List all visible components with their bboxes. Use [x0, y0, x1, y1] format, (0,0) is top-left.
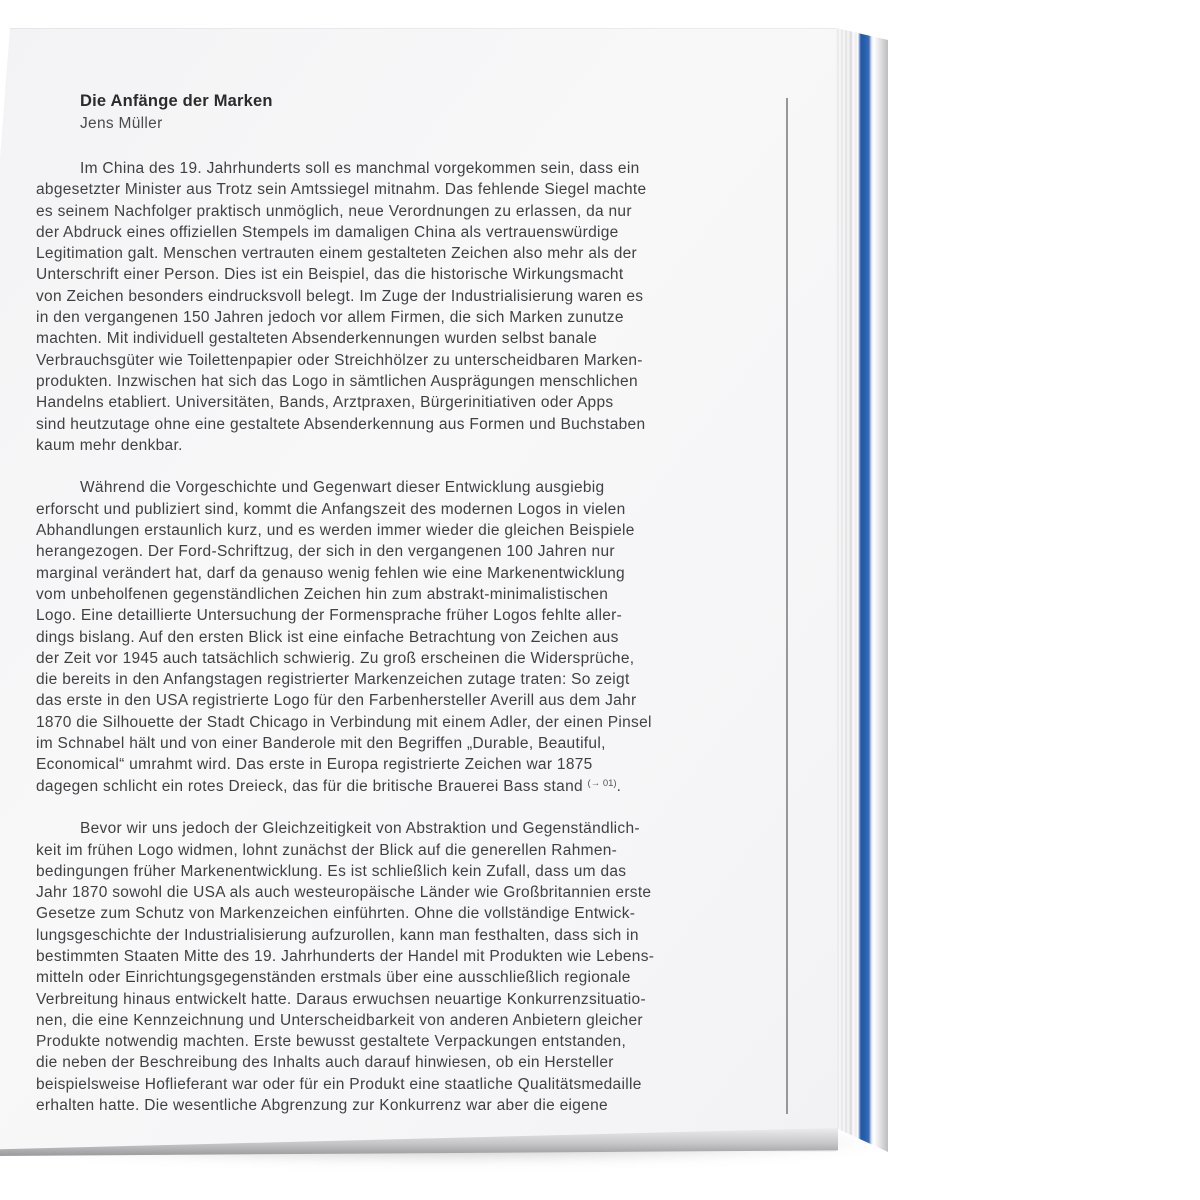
- chapter-title: Die Anfänge der Marken: [80, 92, 273, 110]
- vertical-rule: [786, 98, 788, 1114]
- text-line: produkten. Inzwischen hat sich das Logo in sämtlichen Ausprägungen menschlichen: [36, 372, 638, 390]
- text-line: Gesetze zum Schutz von Markenzeichen einführten. Ohne die vollständige Entwick-: [36, 905, 636, 923]
- text-line: bedingungen früher Markenentwicklung. Es ist schließlich kein Zufall, dass um das: [36, 862, 627, 880]
- text-line: mitteln oder Einrichtungsgegenständen erstmals über eine ausschließlich regionale: [36, 969, 631, 987]
- text-line: Unterschrift einer Person. Dies ist ein Beispiel, das die historische Wirkungsmacht: [36, 266, 624, 284]
- text-line: Abhandlungen erstaunlich kurz, und es werden immer wieder die gleichen Beispiele: [36, 522, 635, 540]
- fore-edge-and-cover-stripe: [836, 28, 888, 1154]
- book: [0, 28, 892, 1178]
- paragraph: [36, 477, 712, 796]
- text-line: Während die Vorgeschichte und Gegenwart dieser Entwicklung ausgiebig: [80, 479, 605, 497]
- text-line: dagegen schlicht ein rotes Dreieck, das für die britische Brauerei Bass stand $^{(\to 01)}$.: [36, 777, 622, 795]
- text-line: Jahr 1870 sowohl die USA als auch westeuropäische Länder wie Großbritannien erste: [36, 884, 652, 902]
- text-line: sind heutzutage ohne eine gestaltete Absenderkennung aus Formen und Buchstaben: [36, 415, 646, 433]
- text-line: der Zeit vor 1945 auch tatsächlich schwierig. Zu groß erscheinen die Widersprüche,: [36, 649, 635, 667]
- text-line: erhalten hatte. Die wesentliche Abgrenzung zur Konkurrenz war aber die eigene: [36, 1097, 608, 1115]
- paragraph: [36, 818, 712, 1116]
- text-line: im Schnabel hält und von einer Banderole mit den Begriffen „Durable, Beautiful,: [36, 735, 606, 753]
- text-line: keit im frühen Logo widmen, lohnt zunächst der Blick auf die generellen Rahmen-: [36, 841, 618, 859]
- text-line: Im China des 19. Jahrhunderts soll es manchmal vorgekommen sein, dass ein: [80, 160, 640, 177]
- text-line: marginal verändert hat, darf da genauso wenig fehlen wie eine Markenentwicklung: [36, 564, 625, 582]
- text-line: die bereits in den Anfangstagen registrierter Markenzeichen zutage traten: So zeigt: [36, 671, 630, 689]
- text-line: Logo. Eine detaillierte Untersuchung der Formensprache früher Logos fehlte aller-: [36, 607, 623, 625]
- text-line: Verbrauchsgüter wie Toilettenpapier oder Streichhölzer zu unterscheidbaren Marken-: [36, 351, 643, 369]
- text-line: herangezogen. Der Ford-Schriftzug, der sich in den vergangenen 100 Jahren nur: [36, 543, 615, 561]
- text-line: das erste in den USA registrierte Logo für den Farbenhersteller Averill aus dem Jahr: [36, 692, 637, 710]
- text-line: kaum mehr denkbar.: [36, 436, 183, 454]
- text-line: nen, die eine Kennzeichnung und Unterscheidbarkeit von anderen Anbietern gleicher: [36, 1011, 643, 1029]
- author-name: Jens Müller: [80, 115, 163, 132]
- paragraph: [36, 158, 712, 456]
- text-line: Legitimation galt. Menschen vertrauten einem gestalteten Zeichen also mehr als der: [36, 245, 637, 263]
- text-line: Handelns etabliert. Universitäten, Bands, Arztpraxen, Bürgerinitiativen oder Apps: [36, 394, 614, 412]
- text-line: von Zeichen besonders eindrucksvoll belegt. Im Zuge der Industrialisierung waren es: [36, 287, 644, 305]
- text-line: Verbreitung hinaus entwickelt hatte. Daraus erwuchsen neuartige Konkurrenzsituatio-: [36, 990, 646, 1008]
- text-line: vom unbeholfenen gegenständlichen Zeichen hin zum abstrakt-minimalistischen: [36, 585, 609, 603]
- text-line: dings bislang. Auf den ersten Blick ist eine einfache Betrachtung von Zeichen aus: [36, 628, 619, 646]
- text-line: machten. Mit individuell gestalteten Absenderkennungen wurden selbst banale: [36, 330, 598, 348]
- text-line: lungsgeschichte der Industrialisierung aufzurollen, kann man festhalten, dass sich in: [36, 926, 639, 944]
- footnote-ref: (→ 01): [587, 777, 617, 789]
- text-line: es seinem Nachfolger praktisch unmöglich, neue Verordnungen zu erlassen, da nur: [36, 202, 632, 220]
- text-line: beispielsweise Hoflieferant war oder für ein Produkt eine staatliche Qualitätsmedaille: [36, 1075, 642, 1093]
- text-line: Produkte notwendig machten. Erste bewusst gestaltete Verpackungen entstanden,: [36, 1033, 627, 1051]
- text-line: die neben der Beschreibung des Inhalts auch darauf hinwiesen, ob ein Hersteller: [36, 1054, 614, 1072]
- text-line: in den vergangenen 150 Jahren jedoch vor allem Firmen, die sich Marken zunutze: [36, 309, 624, 327]
- book-page: [0, 28, 836, 1152]
- text-line: abgesetzter Minister aus Trotz sein Amtssiegel mitnahm. Das fehlende Siegel machte: [36, 181, 647, 199]
- text-line: der Abdruck eines offiziellen Stempels im damaligen China als vertrauenswürdige: [36, 223, 619, 241]
- text-line: 1870 die Silhouette der Stadt Chicago in Verbindung mit einem Adler, der einen Pinsel: [36, 713, 652, 731]
- text-line: erforscht und publiziert sind, kommt die Anfangszeit des modernen Logos in vielen: [36, 500, 626, 518]
- text-line: Economical“ umrahmt wird. Das erste in Europa registrierte Zeichen war 1875: [36, 756, 593, 774]
- text-line: bestimmten Staaten Mitte des 19. Jahrhunderts der Handel mit Produkten wie Lebens-: [36, 947, 655, 965]
- body-text: [36, 158, 712, 1116]
- text-line: Bevor wir uns jedoch der Gleichzeitigkeit von Abstraktion und Gegenständlich-: [80, 820, 640, 838]
